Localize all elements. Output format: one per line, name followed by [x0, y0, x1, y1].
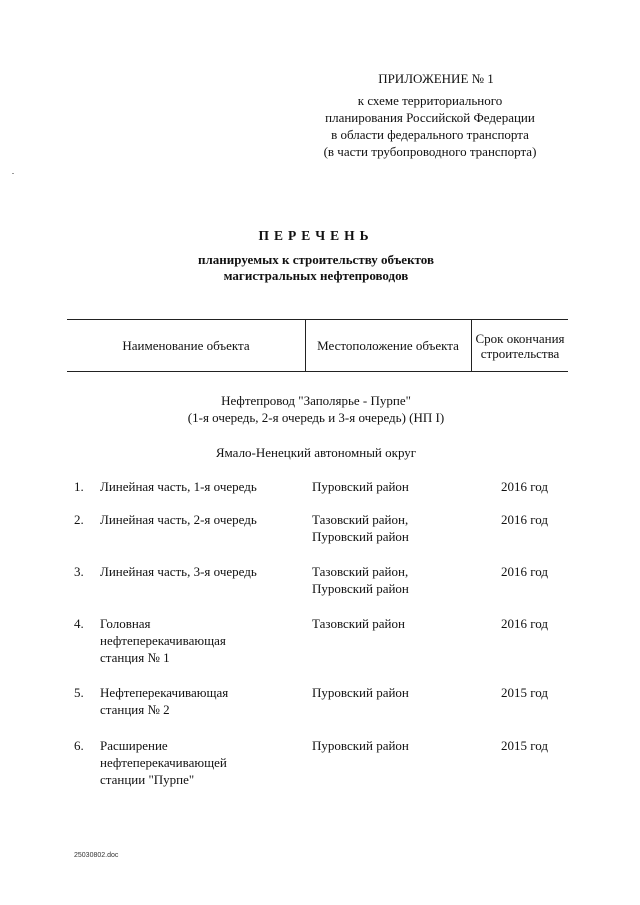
row-location: Тазовский район: [312, 616, 405, 631]
row-location: Пуровский район: [312, 479, 409, 494]
appendix-line: планирования Российской Федерации: [325, 110, 535, 125]
pipeline-heading-line: Нефтепровод "Заполярье - Пурпе": [221, 393, 411, 408]
appendix-line: к схеме территориального: [357, 93, 503, 108]
appendix-block: [300, 70, 560, 160]
row-object-name: Линейная часть, 2-я очередь: [100, 512, 257, 527]
appendix-line: (в части трубопроводного транспорта): [323, 144, 537, 159]
row-location: Тазовский район, Пуровский район: [312, 564, 409, 596]
header-completion-date: Срок окончания строительства: [475, 330, 565, 361]
title-main: ПЕРЕЧЕНЬ: [258, 228, 374, 243]
header-location: Местоположение объекта: [317, 338, 459, 353]
pipeline-heading: [60, 392, 572, 426]
row-number: 3.: [74, 564, 84, 579]
row-location: Пуровский район: [312, 685, 409, 700]
header-object-name: Наименование объекта: [122, 338, 250, 353]
row-object-name: Расширение нефтеперекачивающей станции "Пурпе": [100, 738, 227, 787]
row-number: 1.: [74, 479, 84, 494]
title-subtitle-line: магистральных нефтепроводов: [223, 268, 409, 283]
document-filename: 25030802.doc: [74, 852, 119, 859]
row-location: Пуровский район: [312, 738, 409, 753]
region-heading: Ямало-Ненецкий автономный округ: [215, 445, 417, 460]
row-year: 2016 год: [501, 479, 548, 494]
title-subtitle-line: планируемых к строительству объектов: [198, 252, 434, 267]
scan-speck: [12, 173, 14, 174]
document-title: [60, 228, 572, 284]
row-year: 2016 год: [501, 564, 548, 579]
appendix-heading: ПРИЛОЖЕНИЕ № 1: [378, 71, 494, 86]
row-object-name: Линейная часть, 1-я очередь: [100, 479, 257, 494]
row-number: 4.: [74, 616, 84, 631]
row-object-name: Головная нефтеперекачивающая станция № 1: [100, 616, 226, 665]
appendix-line: в области федерального транспорта: [331, 127, 529, 142]
row-location: Тазовский район, Пуровский район: [312, 512, 409, 544]
row-year: 2016 год: [501, 512, 548, 527]
row-number: 6.: [74, 738, 84, 753]
row-number: 2.: [74, 512, 84, 527]
row-year: 2015 год: [501, 738, 548, 753]
row-year: 2016 год: [501, 616, 548, 631]
table-header: [67, 319, 568, 372]
row-year: 2015 год: [501, 685, 548, 700]
pipeline-heading-line: (1-я очередь, 2-я очередь и 3-я очередь) (НП I): [187, 410, 445, 425]
row-number: 5.: [74, 685, 84, 700]
column-divider: [305, 320, 306, 371]
row-object-name: Нефтеперекачивающая станция № 2: [100, 685, 229, 717]
row-object-name: Линейная часть, 3-я очередь: [100, 564, 257, 579]
